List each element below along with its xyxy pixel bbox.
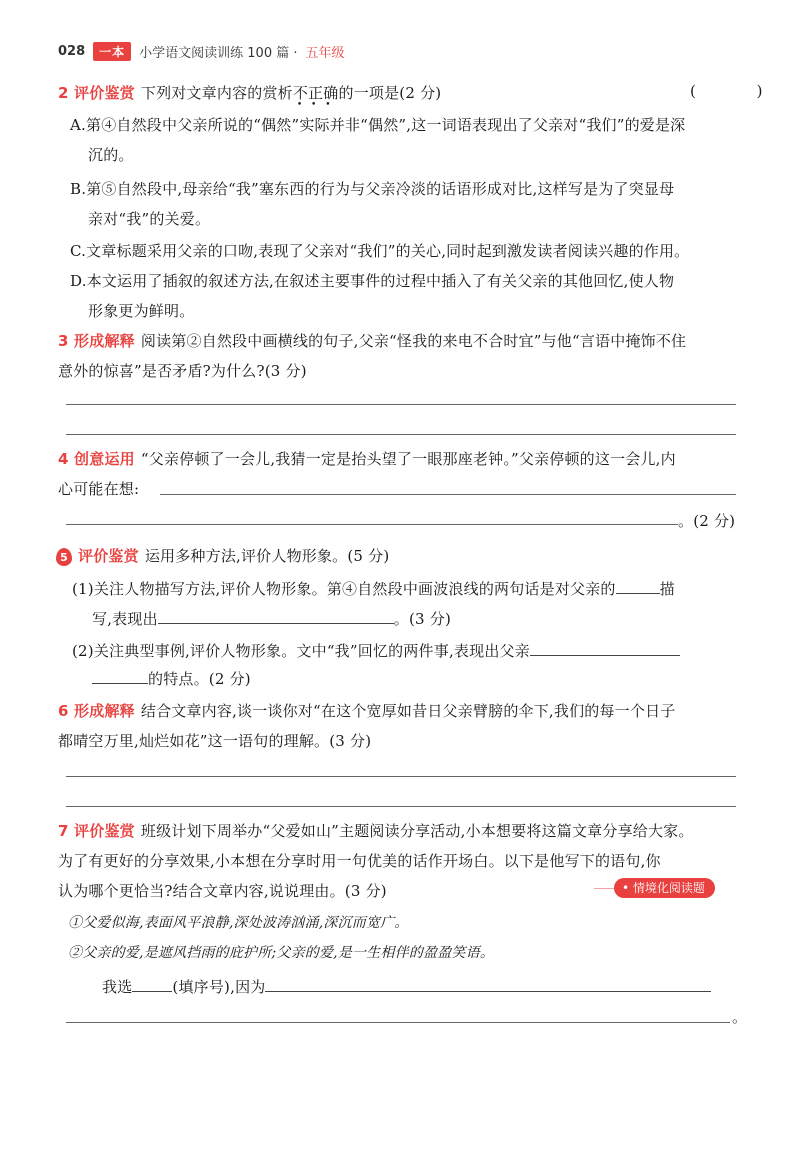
q4-line1 <box>58 448 676 469</box>
q4-line1-text: “父亲停顿了一会儿,我猜一定是抬头望了一眼那座老钟。”父亲停顿的这一会儿,内 <box>140 450 676 468</box>
q2-stem-tail: 的一项是(2 分) <box>338 84 442 102</box>
q2-option-d-line1: D.本文运用了插叙的叙述方法,在叙述主要事件的过程中插入了有关父亲的其他回忆,使人物 <box>70 272 675 290</box>
q7-reason-blank-2[interactable] <box>66 1022 730 1023</box>
q3-answer-line-2[interactable] <box>66 434 736 435</box>
q5-stem <box>56 545 389 566</box>
scenario-reading-badge: • 情境化阅读题 <box>614 878 715 898</box>
q3-tag: 3 形成解释 <box>58 332 135 350</box>
book-title: 小学语文阅读训练 100 篇 · <box>139 45 298 61</box>
q4-line2: 心可能在想: <box>58 480 140 498</box>
q4-score: 。(2 分) <box>678 512 736 530</box>
q5-tag: 评价鉴赏 <box>78 547 139 565</box>
q2-option-b-line2: 亲对“我”的关爱。 <box>88 210 211 228</box>
q6-answer-line-1[interactable] <box>66 776 736 777</box>
q6-line1-text: 结合文章内容,谈一谈你对“在这个宽厚如昔日父亲臂膀的伞下,我们的每一个日子 <box>140 702 676 720</box>
q5-part2-line2 <box>92 668 251 689</box>
q5-part2-blank-2[interactable] <box>92 669 148 684</box>
q2-option-a-line1: A.第④自然段中父亲所说的“偶然”实际并非“偶然”,这一词语表现出了父亲对“我们”的爱是深 <box>70 116 686 134</box>
q7-choice-blank[interactable] <box>132 977 172 992</box>
flame-number-icon: 5 <box>56 548 72 566</box>
q7-line2: 为了有更好的分享效果,小本想在分享时用一句优美的话作开场白。以下是他写下的语句,你 <box>58 852 661 870</box>
q7-reason-label: (填序号),因为 <box>172 978 266 996</box>
q5-part2-line1 <box>72 640 680 661</box>
q5-part1-line1 <box>72 578 675 599</box>
q6-line2: 都晴空万里,灿烂如花”这一语句的理解。(3 分) <box>58 732 372 750</box>
q2-stem-text: 下列对文章内容的赏析 <box>140 84 293 102</box>
q7-line1-text: 班级计划下周举办“父爱如山”主题阅读分享活动,小本想要将这篇文章分享给大家。 <box>140 822 694 840</box>
q7-tag: 7 评价鉴赏 <box>58 822 135 840</box>
q7-reason-blank-1[interactable] <box>265 977 711 992</box>
q2-tag: 2 评价鉴赏 <box>58 84 135 102</box>
q4-tag: 4 创意运用 <box>58 450 135 468</box>
brand-logo: 一本 <box>93 42 131 61</box>
q5-stem-text: 运用多种方法,评价人物形象。(5 分) <box>144 547 390 565</box>
q5-part1-score: 。(3 分) <box>393 610 451 628</box>
q7-choice-line <box>102 976 711 997</box>
q5-part2-text: (2)关注典型事例,评价人物形象。文中“我”回忆的两件事,表现出父亲 <box>72 642 530 660</box>
q3-line2: 意外的惊喜”是否矛盾?为什么?(3 分) <box>58 362 307 380</box>
q2-option-d-line2: 形象更为鲜明。 <box>88 302 195 320</box>
q7-end-mark: 。 <box>732 1008 748 1026</box>
q5-part1-blank-1[interactable] <box>616 579 660 594</box>
badge-connector <box>594 888 616 889</box>
q5-part1-blank-2[interactable] <box>158 609 394 624</box>
q3-answer-line-1[interactable] <box>66 404 736 405</box>
page-number: 028 <box>58 43 86 59</box>
q5-part2-blank-1[interactable] <box>530 641 680 656</box>
q2-option-c: C.文章标题采用父亲的口吻,表现了父亲对“我们”的关心,同时起到激发读者阅读兴趣的作用。 <box>70 242 690 260</box>
q6-answer-line-2[interactable] <box>66 806 736 807</box>
q2-option-b-line1: B.第⑤自然段中,母亲给“我”塞东西的行为与父亲冷淡的话语形成对比,这样写是为了突显母 <box>70 180 675 198</box>
q2-answer-paren[interactable]: ( ) <box>690 82 791 100</box>
q6-tag: 6 形成解释 <box>58 702 135 720</box>
q4-answer-line-1[interactable] <box>160 494 736 495</box>
grade-label: 五年级 <box>305 45 345 61</box>
q7-option-1: ①父爱似海,表面风平浪静,深处波涛汹涌,深沉而宽广。 <box>68 915 409 931</box>
q7-line1 <box>58 820 694 841</box>
q2-stem <box>58 82 441 103</box>
q7-choice-label: 我选 <box>102 978 133 996</box>
q3-line1 <box>58 330 686 351</box>
q2-emphasis: 不正确 • • • <box>293 84 339 102</box>
q3-line1-text: 阅读第②自然段中画横线的句子,父亲“怪我的来电不合时宜”与他“言语中掩饰不住 <box>140 332 687 350</box>
page-header <box>58 40 345 62</box>
q5-part1-line2 <box>92 608 451 629</box>
q5-part2-score: 的特点。(2 分) <box>148 670 251 688</box>
q5-part1-text: (1)关注人物描写方法,评价人物形象。第④自然段中画波浪线的两句话是对父亲的 <box>72 580 616 598</box>
q4-answer-line-2[interactable] <box>66 524 678 525</box>
q5-part1-line2-text: 写,表现出 <box>92 610 158 628</box>
q6-line1 <box>58 700 675 721</box>
q2-option-a-line2: 沉的。 <box>88 146 134 164</box>
q5-part1-tail: 描 <box>659 580 675 598</box>
q7-option-2: ②父亲的爱,是遮风挡雨的庇护所;父亲的爱,是一生相伴的盈盈笑语。 <box>68 945 495 961</box>
q7-line3: 认为哪个更恰当?结合文章内容,说说理由。(3 分) <box>58 882 387 900</box>
